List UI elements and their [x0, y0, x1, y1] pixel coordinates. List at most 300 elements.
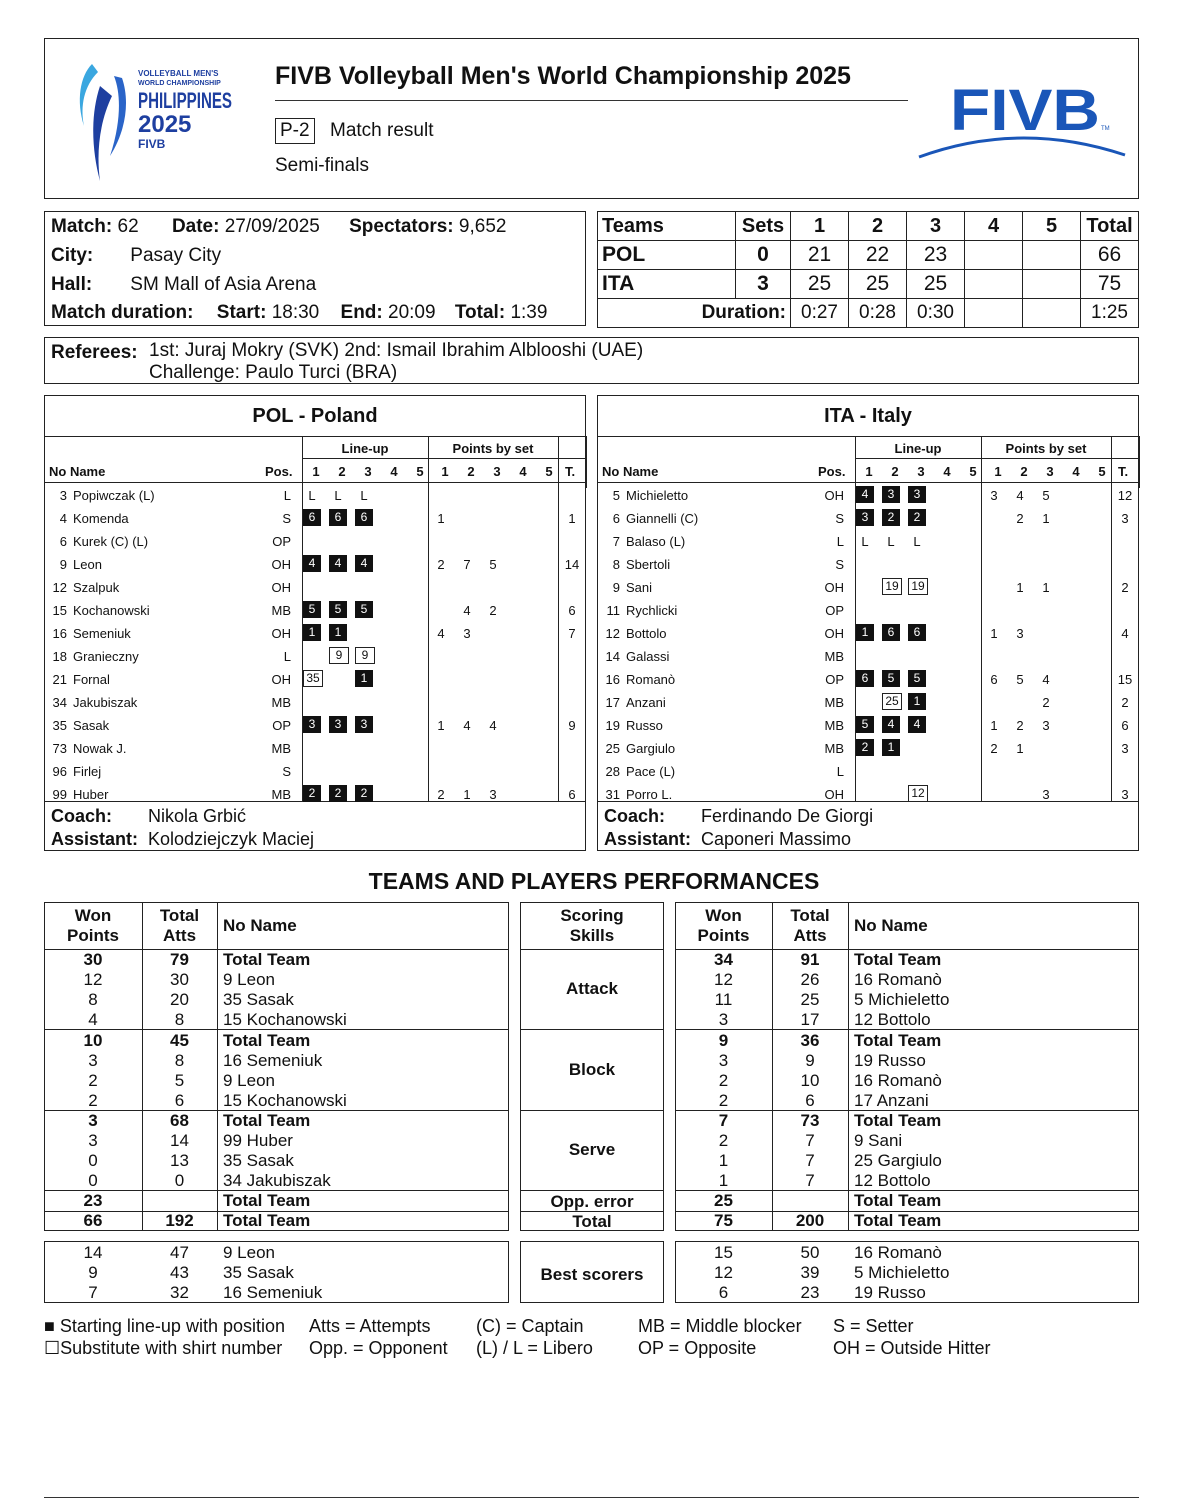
player-number: 5: [612, 488, 620, 503]
total-atts-header-2: Atts: [793, 926, 827, 945]
player-position: OP: [825, 672, 844, 687]
won-points: 75: [714, 1211, 733, 1230]
won-points: 10: [83, 1030, 103, 1050]
spectators: 9,652: [458, 216, 507, 237]
player-number: 11: [606, 603, 620, 618]
total-attempts: 0: [174, 1171, 185, 1190]
total-attempts: 8: [174, 1010, 185, 1029]
player-name: Fornal: [73, 672, 110, 687]
points-set-2: 1: [1016, 741, 1024, 756]
total-attempts: 7: [805, 1151, 815, 1170]
lineup-start-position: 5: [856, 716, 874, 733]
points-set-1: 1: [994, 464, 1002, 479]
player-name: Porro L.: [626, 787, 673, 802]
no-name-header: No Name: [854, 916, 928, 935]
lineup-start-position: 3: [355, 716, 373, 733]
lineup-start-position: 1: [303, 624, 321, 641]
won-points-header-1: Won: [74, 906, 112, 925]
points-set-2: 2: [1020, 464, 1028, 479]
won-points: 2: [718, 1090, 729, 1110]
fivb-trademark: TM: [1101, 126, 1110, 132]
points-set-4: 4: [1072, 464, 1080, 479]
player-name: Balaso (L): [626, 534, 686, 549]
start-time: 18:30: [271, 302, 320, 323]
player-or-team: 12 Bottolo: [854, 1171, 931, 1190]
player-total-points: 7: [568, 626, 576, 641]
won-points: 14: [83, 1243, 103, 1262]
total-atts-header-1: Total: [790, 906, 830, 925]
total-label: Total: [572, 1212, 612, 1231]
points-set-3: 1: [1042, 511, 1050, 526]
player-or-team: 12 Bottolo: [854, 1010, 931, 1029]
lineup-start-position: 6: [303, 509, 321, 526]
player-or-team: 16 Romanò: [854, 1243, 942, 1262]
lineup-set-4: 4: [390, 464, 398, 479]
total-attempts: 192: [165, 1211, 194, 1230]
lineup-substitute-number: 19: [882, 578, 902, 595]
player-number: 6: [612, 511, 620, 526]
player-position: L: [836, 764, 844, 779]
document-code: P-2: [275, 118, 315, 144]
lineup-start-position: 4: [303, 555, 321, 572]
player-or-team: Total Team: [854, 1211, 942, 1230]
won-points: 3: [718, 1050, 729, 1070]
won-points: 2: [718, 1070, 729, 1090]
lineup-start-position: 3: [329, 716, 347, 733]
player-name: Russo: [626, 718, 663, 733]
player-name: Sani: [626, 580, 653, 595]
legend-libero: (L) / L = Libero: [476, 1338, 593, 1358]
scoring-skills-header-1: Scoring: [560, 906, 624, 925]
player-position: MB: [824, 649, 844, 664]
lineup-start-position: 5: [882, 670, 900, 687]
points-set-1: 1: [441, 464, 449, 479]
lineup-start-position: 4: [908, 716, 926, 733]
referees-label: Referees:: [51, 342, 138, 363]
points-set-1: 1: [437, 511, 445, 526]
match-date: 27/09/2025: [224, 216, 320, 237]
player-total-points: 2: [1121, 580, 1129, 595]
won-points: 7: [88, 1283, 98, 1302]
player-name: Huber: [73, 787, 109, 802]
total-attempts: 79: [170, 950, 189, 969]
player-position: S: [282, 764, 291, 779]
start-label: Start:: [216, 302, 267, 323]
won-points: 11: [714, 990, 733, 1009]
total-time: 1:39: [510, 302, 548, 323]
player-name: Romanò: [626, 672, 676, 687]
player-or-team: 5 Michieletto: [854, 990, 950, 1009]
lineup-set-4: 4: [943, 464, 951, 479]
player-position: OP: [272, 718, 291, 733]
player-position: OH: [271, 672, 291, 687]
score-set1: 21: [791, 241, 849, 270]
lineup-start-position: 5: [355, 601, 373, 618]
lineup-start-position: 4: [882, 716, 900, 733]
points-set-2: 2: [1016, 511, 1024, 526]
points-set-2: 4: [1016, 488, 1024, 503]
player-total-points: 6: [568, 787, 576, 802]
player-total-points: 6: [1121, 718, 1129, 733]
player-or-team: 17 Anzani: [854, 1090, 929, 1110]
points-set-2: 1: [1016, 580, 1024, 595]
lineup-substitute-number: 25: [882, 693, 902, 710]
player-position: MB: [824, 718, 844, 733]
player-name: Popiwczak (L): [73, 488, 155, 503]
player-total-points: 15: [1117, 672, 1133, 687]
points-set-2: 1: [463, 787, 471, 802]
total-attempts: 50: [800, 1243, 820, 1262]
lineup-set-3: 3: [917, 464, 925, 479]
total-attempts: 10: [800, 1070, 820, 1090]
won-points: 6: [718, 1283, 729, 1302]
points-set-1: 1: [990, 718, 998, 733]
player-or-team: Total Team: [223, 1191, 311, 1210]
lineup-start-position: 5: [329, 601, 347, 618]
total-header: T.: [565, 464, 576, 479]
assistant-name: Kolodziejczyk Maciej: [148, 829, 315, 849]
points-set-2: 2: [467, 464, 475, 479]
total-attempts: 8: [174, 1050, 185, 1070]
player-total-points: 9: [568, 718, 576, 733]
referees-line2: Challenge: Paulo Turci (BRA): [149, 362, 398, 383]
player-number: 14: [605, 649, 620, 664]
points-header: Points by set: [1005, 441, 1087, 456]
won-points: 3: [718, 1010, 729, 1029]
legend-mb: MB = Middle blocker: [638, 1316, 802, 1336]
player-or-team: 15 Kochanowski: [223, 1090, 347, 1110]
assistant-label: Assistant:: [51, 829, 139, 849]
lineup-libero: L: [360, 488, 368, 503]
lineup-set-2: 2: [891, 464, 899, 479]
document-type: Match result: [330, 120, 434, 141]
player-position: S: [835, 557, 844, 572]
player-total-points: 4: [1121, 626, 1129, 641]
legend-opp: Opp. = Opponent: [309, 1338, 448, 1358]
player-or-team: Total Team: [223, 1211, 311, 1230]
city-label: City:: [51, 245, 94, 266]
lineup-start-position: 4: [355, 555, 373, 572]
lineup-start-position: 6: [908, 624, 926, 641]
player-name: Firlej: [73, 764, 102, 779]
player-name: Sbertoli: [626, 557, 671, 572]
total-attempts: 14: [170, 1131, 189, 1150]
points-set-4: 4: [519, 464, 527, 479]
lineup-set-5: 5: [969, 464, 977, 479]
total-attempts: 7: [805, 1131, 815, 1150]
legend: [44, 1316, 1144, 1356]
player-position: OP: [825, 603, 844, 618]
player-position: MB: [271, 695, 291, 710]
duration-label: Match duration:: [51, 302, 194, 323]
player-or-team: 35 Sasak: [223, 1151, 294, 1170]
player-or-team: 19 Russo: [854, 1283, 926, 1302]
player-position: OH: [271, 557, 291, 572]
lineup-header: Line-up: [894, 441, 942, 456]
lineup-start-position: 2: [908, 509, 926, 526]
player-name: Semeniuk: [73, 626, 131, 641]
city: Pasay City: [130, 245, 222, 266]
lineup-start-position: 1: [908, 693, 926, 710]
player-or-team: Total Team: [223, 1111, 311, 1130]
player-number: 18: [52, 649, 67, 664]
points-set-1: 2: [437, 557, 445, 572]
won-points: 3: [88, 1131, 98, 1150]
hall: SM Mall of Asia Arena: [130, 274, 317, 295]
player-total-points: 6: [568, 603, 576, 618]
match-number: 62: [117, 216, 139, 237]
won-points: 0: [88, 1151, 98, 1170]
lineup-start-position: 4: [856, 486, 874, 503]
total-attempts: 47: [170, 1243, 189, 1262]
total-attempts: 7: [805, 1171, 815, 1190]
score-sets: 0: [736, 241, 791, 270]
won-points: 4: [88, 1010, 98, 1029]
player-or-team: Total Team: [854, 1191, 942, 1210]
total-header: T.: [1118, 464, 1129, 479]
lineup-set-1: 1: [865, 464, 873, 479]
performance-column-divider: [217, 902, 218, 1231]
duration-set3: 0:30: [907, 299, 965, 328]
player-position: L: [836, 534, 844, 549]
logo-line-2: WORLD CHAMPIONSHIP: [138, 80, 221, 87]
lineup-substitute-number: 9: [329, 647, 349, 664]
player-name: Gargiulo: [626, 741, 676, 756]
skill-label-block: Block: [568, 1059, 616, 1079]
player-or-team: 16 Romanò: [854, 1070, 942, 1090]
won-points: 23: [83, 1191, 103, 1210]
player-name: Bottolo: [626, 626, 667, 641]
lineup-start-position: 2: [329, 785, 347, 802]
scoring-skills-header-2: Skills: [569, 926, 615, 945]
player-number: 9: [612, 580, 620, 595]
total-attempts: 68: [170, 1111, 189, 1130]
total-attempts: 25: [800, 990, 820, 1009]
points-set-3: 3: [1042, 718, 1050, 733]
total-atts-header-1: Total: [159, 906, 200, 925]
won-points: 2: [88, 1090, 98, 1110]
player-number: 25: [605, 741, 620, 756]
won-points: 1: [718, 1151, 729, 1170]
points-set-5: 5: [1098, 464, 1106, 479]
player-total-points: 2: [1121, 695, 1129, 710]
player-position: MB: [824, 695, 844, 710]
player-name: Pace (L): [626, 764, 676, 779]
player-or-team: 9 Leon: [223, 1243, 275, 1262]
points-set-1: 1: [437, 718, 445, 733]
won-points: 25: [714, 1191, 733, 1210]
player-or-team: 19 Russo: [854, 1050, 926, 1070]
lineup-header: Line-up: [341, 441, 389, 456]
score-team: POL: [598, 241, 736, 270]
lineup-libero: L: [913, 534, 921, 549]
won-points: 12: [83, 970, 103, 989]
points-set-3: 3: [1046, 464, 1054, 479]
won-points: 2: [88, 1070, 98, 1090]
score-total: 66: [1081, 241, 1139, 270]
player-position: S: [282, 511, 291, 526]
player-number: 99: [52, 787, 67, 802]
score-header-total: Total: [1081, 212, 1139, 241]
lineup-substitute-number: 19: [908, 578, 928, 595]
player-number: 34: [52, 695, 67, 710]
player-name: Kurek (C) (L): [73, 534, 149, 549]
performance-title: TEAMS AND PLAYERS PERFORMANCES: [368, 868, 820, 894]
total-attempts: 13: [170, 1151, 189, 1170]
points-set-2: 5: [1016, 672, 1024, 687]
player-position: L: [283, 488, 291, 503]
points-set-3: 4: [489, 718, 497, 733]
player-total-points: 12: [1117, 488, 1133, 503]
page-title: FIVB Volleyball Men's World Championship 2025: [275, 62, 851, 90]
player-or-team: 5 Michieletto: [854, 1263, 950, 1282]
player-or-team: 35 Sasak: [223, 1263, 294, 1282]
player-position: L: [283, 649, 291, 664]
total-attempts: 26: [800, 970, 820, 989]
duration-set2: 0:28: [849, 299, 907, 328]
player-position: MB: [271, 741, 291, 756]
player-position: OH: [271, 580, 291, 595]
footer-rule: [44, 1497, 1139, 1498]
points-set-2: 7: [463, 557, 471, 572]
total-attempts: 43: [170, 1263, 189, 1282]
total-attempts: 20: [170, 990, 189, 1009]
performance-row-divider: [520, 1029, 664, 1030]
duration-label: Duration:: [598, 299, 791, 328]
score-set2: 25: [849, 270, 907, 299]
player-total-points: 3: [1121, 787, 1129, 802]
player-position: OH: [824, 488, 844, 503]
won-points: 3: [88, 1050, 98, 1070]
points-set-1: 4: [437, 626, 445, 641]
lineup-start-position: 2: [882, 509, 900, 526]
total-attempts: 5: [174, 1070, 185, 1090]
player-or-team: Total Team: [854, 1030, 942, 1050]
score-set1: 25: [791, 270, 849, 299]
no-name-header: No Name: [602, 464, 659, 479]
points-set-2: 2: [1016, 718, 1024, 733]
total-attempts: 30: [170, 970, 189, 989]
won-points: 7: [718, 1111, 729, 1130]
player-number: 12: [52, 580, 67, 595]
performance-row-divider: [520, 1110, 664, 1111]
player-number: 28: [605, 764, 620, 779]
player-or-team: 16 Semeniuk: [223, 1050, 323, 1070]
competition-phase: Semi-finals: [275, 155, 369, 176]
player-position: MB: [824, 741, 844, 756]
legend-s: S = Setter: [833, 1316, 914, 1336]
total-label: Total:: [454, 302, 506, 323]
lineup-start-position: 6: [882, 624, 900, 641]
points-set-1: 2: [990, 741, 998, 756]
fivb-logo-text: FIVB: [950, 78, 1100, 143]
performance-row-divider: [520, 949, 664, 950]
lineup-set-1: 1: [312, 464, 320, 479]
player-total-points: 3: [1121, 741, 1129, 756]
player-name: Komenda: [73, 511, 129, 526]
won-points: 12: [714, 1263, 733, 1282]
player-position: OP: [272, 534, 291, 549]
logo-line-5: FIVB: [138, 137, 166, 151]
player-position: S: [835, 511, 844, 526]
logo-line-4: 2025: [138, 111, 192, 138]
team-title: ITA - Italy: [598, 396, 1138, 437]
won-points-header-2: Points: [697, 926, 750, 945]
lineup-libero: L: [334, 488, 342, 503]
won-points: 12: [714, 970, 733, 989]
legend-captain: (C) = Captain: [476, 1316, 584, 1336]
legend-op: OP = Opposite: [638, 1338, 757, 1358]
points-set-3: 2: [1042, 695, 1050, 710]
player-or-team: Total Team: [854, 950, 942, 969]
player-name: Anzani: [626, 695, 666, 710]
won-points-header-1: Won: [705, 906, 742, 925]
total-atts-header-2: Atts: [162, 926, 197, 945]
lineup-start-position: 6: [329, 509, 347, 526]
player-or-team: 99 Huber: [223, 1131, 293, 1150]
player-number: 73: [52, 741, 67, 756]
points-set-2: 4: [463, 718, 471, 733]
lineup-substitute-number: 12: [908, 785, 928, 802]
player-number: 4: [59, 511, 67, 526]
player-position: OH: [824, 580, 844, 595]
pos-header: Pos.: [818, 464, 846, 479]
team-title: POL - Poland: [45, 396, 585, 437]
total-attempts: 6: [174, 1090, 185, 1110]
score-sets: 3: [736, 270, 791, 299]
points-set-3: 3: [493, 464, 501, 479]
total-attempts: 17: [800, 1010, 820, 1029]
total-attempts: 45: [170, 1030, 189, 1050]
lineup-substitute-number: 35: [303, 670, 323, 687]
player-number: 6: [59, 534, 67, 549]
player-or-team: Total Team: [854, 1111, 942, 1130]
opp-error-label: Opp. error: [550, 1192, 634, 1211]
logo-line-1: VOLLEYBALL MEN'S: [138, 69, 219, 78]
won-points: 8: [88, 990, 98, 1009]
total-attempts: 23: [800, 1283, 820, 1302]
points-set-3: 5: [489, 557, 497, 572]
performance-column-divider: [848, 902, 849, 1231]
lineup-set-3: 3: [364, 464, 372, 479]
player-number: 21: [52, 672, 67, 687]
score-header-set2: 2: [849, 212, 907, 241]
legend-substitute: ☐Substitute with shirt number: [44, 1338, 283, 1358]
player-or-team: 9 Leon: [223, 970, 275, 989]
score-header-sets: Sets: [736, 212, 791, 241]
score-team: ITA: [598, 270, 736, 299]
lineup-start-position: 3: [856, 509, 874, 526]
legend-starting: ■ Starting line-up with position: [44, 1316, 285, 1336]
player-position: OH: [824, 626, 844, 641]
player-position: OH: [824, 787, 844, 802]
end-label: End:: [340, 302, 383, 323]
player-number: 12: [605, 626, 620, 641]
player-total-points: 1: [568, 511, 576, 526]
lineup-set-2: 2: [338, 464, 346, 479]
score-set3: 23: [907, 241, 965, 270]
player-name: Michieletto: [626, 488, 689, 503]
points-set-1: 1: [990, 626, 998, 641]
points-set-3: 4: [1042, 672, 1050, 687]
won-points: 15: [714, 1243, 733, 1262]
player-name: Granieczny: [73, 649, 139, 664]
duration-set1: 0:27: [791, 299, 849, 328]
player-or-team: 15 Kochanowski: [223, 1010, 347, 1029]
lineup-start-position: 5: [303, 601, 321, 618]
total-attempts: 6: [805, 1090, 815, 1110]
total-attempts: 32: [170, 1283, 189, 1302]
